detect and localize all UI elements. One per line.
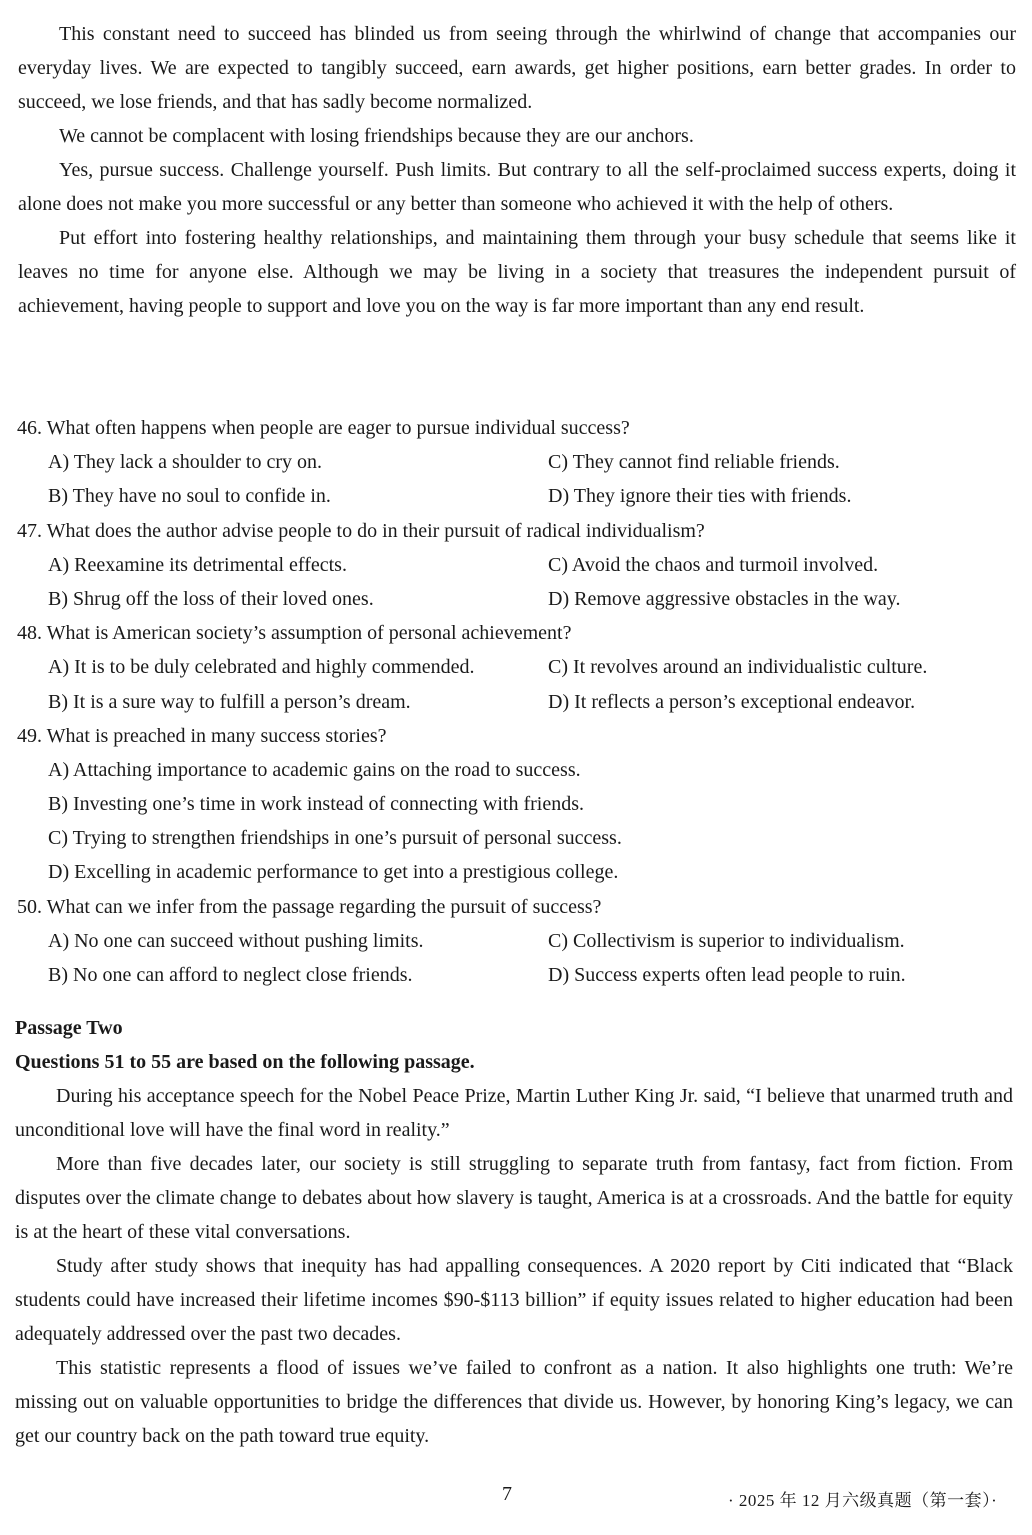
option-c: C) Trying to strengthen friendships in one’s pursuit of personal success. bbox=[48, 827, 622, 850]
paragraph: We cannot be complacent with losing friendships because they are our anchors. bbox=[59, 125, 694, 147]
question-list bbox=[17, 411, 1016, 992]
page-number: 7 bbox=[502, 1483, 512, 1505]
paragraph: This statistic represents a flood of issues we’ve failed to confront as a nation. It also highlights one truth: We’re missing out on valuable opportunities to bridge the differences that divide us. However, by honoring King’s legacy, we can get our country back on the path toward true equity. bbox=[15, 1357, 1013, 1447]
option-a: A) It is to be duly celebrated and highly commended. bbox=[48, 656, 475, 679]
option-b: B) It is a sure way to fulfill a person’s dream. bbox=[48, 690, 411, 713]
option-a: A) Attaching importance to academic gains on the road to success. bbox=[48, 758, 581, 781]
question-48 bbox=[17, 616, 1016, 719]
question-stem: 46. What often happens when people are eager to pursue individual success? bbox=[17, 417, 630, 439]
option-a: A) They lack a shoulder to cry on. bbox=[48, 451, 322, 474]
option-b: B) Investing one’s time in work instead of connecting with friends. bbox=[48, 793, 585, 816]
paragraph: Put effort into fostering healthy relationships, and maintaining them through your busy schedule that seems like it leaves no time for anyone else. Although we may be living in a society that treasures the independent pursuit of achievement, having people to support and love you on the way is far more important than any end result. bbox=[18, 227, 1016, 317]
question-49 bbox=[17, 719, 1016, 890]
option-b: B) They have no soul to confide in. bbox=[48, 485, 331, 508]
option-d: D) It reflects a person’s exceptional endeavor. bbox=[548, 690, 916, 713]
paragraph: This constant need to succeed has blinded us from seeing through the whirlwind of change that accompanies our everyday lives. We are expected to tangibly succeed, earn awards, get higher positions, earn better grades. In order to succeed, we lose friends, and that has sadly become normalized. bbox=[18, 23, 1016, 113]
passage-one-tail bbox=[18, 17, 1016, 323]
option-d: D) They ignore their ties with friends. bbox=[548, 485, 852, 508]
paragraph: Study after study shows that inequity has had appalling consequences. A 2020 report by Citi indicated that “Black students could have increased their lifetime incomes $90-$113 billion” if equity issues related to higher education had been adequately addressed over the past two decades. bbox=[15, 1255, 1013, 1345]
option-c: C) It revolves around an individualistic culture. bbox=[548, 656, 928, 679]
question-stem: 49. What is preached in many success stories? bbox=[17, 724, 387, 747]
option-a: A) No one can succeed without pushing limits. bbox=[48, 929, 424, 952]
question-stem: 48. What is American society’s assumption of personal achievement? bbox=[17, 622, 572, 645]
option-c: C) Collectivism is superior to individualism. bbox=[548, 929, 905, 952]
passage-instruction: Questions 51 to 55 are based on the following passage. bbox=[15, 1051, 475, 1073]
option-a: A) Reexamine its detrimental effects. bbox=[48, 553, 347, 576]
option-c: C) Avoid the chaos and turmoil involved. bbox=[548, 553, 879, 576]
option-d: D) Remove aggressive obstacles in the way. bbox=[548, 587, 901, 610]
paragraph: More than five decades later, our society is still struggling to separate truth from fantasy, fact from fiction. From disputes over the climate change to debates about how slavery is taught, America is at a crossroads. And the battle for equity is at the heart of these vital conversations. bbox=[15, 1153, 1013, 1243]
question-46 bbox=[17, 411, 1016, 514]
question-50 bbox=[17, 890, 1016, 993]
passage-two bbox=[15, 1011, 1016, 1453]
option-c: C) They cannot find reliable friends. bbox=[548, 451, 840, 474]
question-47 bbox=[17, 514, 1016, 617]
question-stem: 47. What does the author advise people to do in their pursuit of radical individualism? bbox=[17, 519, 705, 542]
option-d: D) Success experts often lead people to ruin. bbox=[548, 964, 906, 986]
paragraph: During his acceptance speech for the Nobel Peace Prize, Martin Luther King Jr. said, “I believe that unarmed truth and unconditional love will have the final word in reality.” bbox=[15, 1085, 1013, 1141]
option-d: D) Excelling in academic performance to get into a prestigious college. bbox=[48, 861, 619, 884]
exam-title: · 2025 年 12 月六级真题（第一套）· bbox=[728, 1491, 998, 1510]
option-b: B) Shrug off the loss of their loved ones. bbox=[48, 587, 374, 610]
paragraph: Yes, pursue success. Challenge yourself. Push limits. But contrary to all the self-proclaimed success experts, doing it alone does not make you more successful or any better than someone who achieved it with the help of others. bbox=[18, 159, 1016, 215]
passage-title: Passage Two bbox=[15, 1017, 123, 1039]
option-b: B) No one can afford to neglect close friends. bbox=[48, 964, 413, 986]
question-stem: 50. What can we infer from the passage regarding the pursuit of success? bbox=[17, 895, 602, 918]
